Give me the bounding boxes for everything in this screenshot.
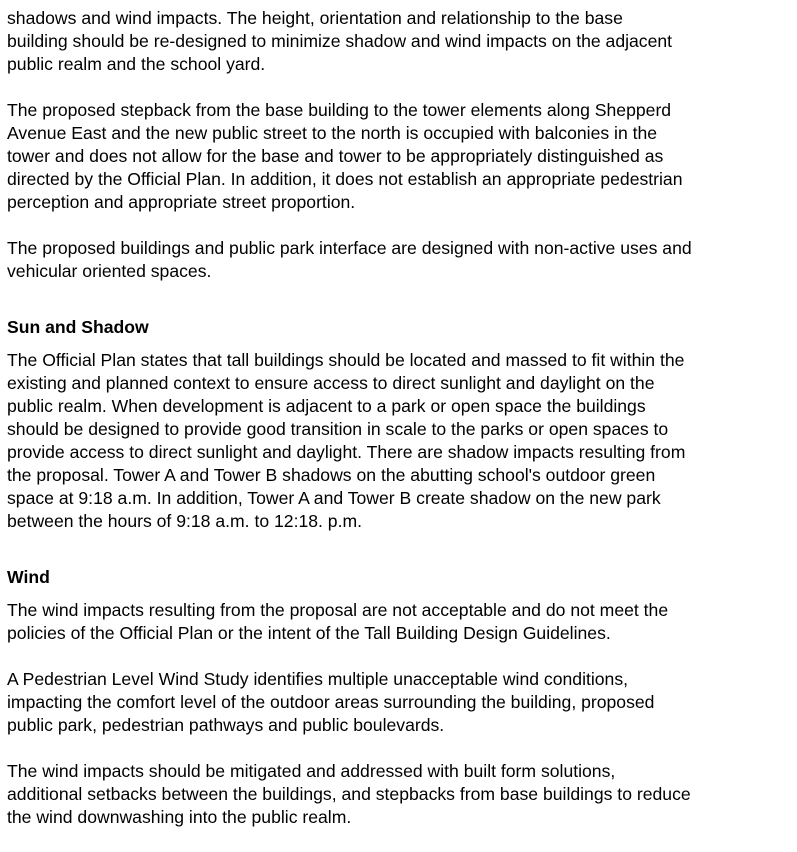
document-page	[7, 7, 795, 852]
paragraph-park-interface: The proposed buildings and public park interface are designed with non-active uses and vehicular oriented spaces.	[7, 238, 692, 281]
paragraph-shadow-wind-intro: shadows and wind impacts. The height, orientation and relationship to the base building should be re-designed to minimize shadow and wind impacts on the adjacent public realm and the school yard.	[7, 8, 673, 74]
section-heading-wind: Wind	[7, 567, 50, 587]
paragraph-wind-study: A Pedestrian Level Wind Study identifies multiple unacceptable wind conditions, impacting the comfort level of the outdoor areas surrounding the building, proposed public park, pedestrian pathways and public boulevards.	[7, 669, 655, 735]
section-heading-sun-and-shadow: Sun and Shadow	[7, 317, 149, 337]
paragraph-wind-impacts: The wind impacts resulting from the proposal are not acceptable and do not meet the policies of the Official Plan or the intent of the Tall Building Design Guidelines.	[7, 600, 669, 643]
paragraph-sun-shadow: The Official Plan states that tall buildings should be located and massed to fit within the existing and planned context to ensure access to direct sunlight and daylight on the public realm. When development is adjacent to a park or open space the buildings should be designed to provide good transition in scale to the parks or open spaces to provide access to direct sunlight and daylight. There are shadow impacts resulting from the proposal. Tower A and Tower B shadows on the abutting school's outdoor green space at 9:18 a.m. In addition, Tower A and Tower B create shadow on the new park between the hours of 9:18 a.m. to 12:18. p.m.	[7, 350, 686, 531]
paragraph-wind-mitigation: The wind impacts should be mitigated and addressed with built form solutions, additional setbacks between the buildings, and stepbacks from base buildings to reduce the wind downwashing into the public realm.	[7, 761, 691, 827]
paragraph-stepback: The proposed stepback from the base building to the tower elements along Shepperd Avenue East and the new public street to the north is occupied with balconies in the tower and does not allow for the base and tower to be appropriately distinguished as directed by the Official Plan. In addition, it does not establish an appropriate pedestrian perception and appropriate street proportion.	[7, 100, 683, 212]
